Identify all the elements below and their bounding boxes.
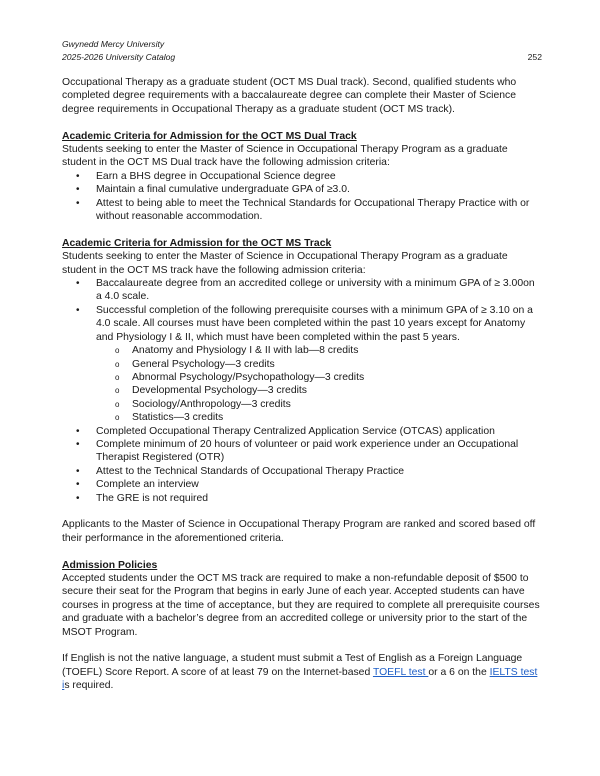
list-item: o Sociology/Anthropology—3 credits	[115, 398, 542, 411]
list-item: o Developmental Psychology—3 credits	[115, 384, 542, 397]
list-item: • Complete minimum of 20 hours of volunteer or paid work experience under an Occupational Therapist Registered (OTR)	[62, 438, 542, 465]
dual-track-heading: Academic Criteria for Admission for the OCT MS Dual Track	[62, 130, 357, 142]
list-item: • Maintain a final cumulative undergraduate GPA of ≥3.0.	[62, 183, 542, 196]
english-text-middle: or a 6 on the	[428, 666, 490, 678]
admission-policies-paragraph: Accepted students under the OCT MS track are required to make a non-refundable deposit of $500 to secure their seat for the Program that begins in early June of each year. Accepted students can have courses in progress at the time of acceptance, but they are required to complete all prerequisite courses and graduate with a bachelor’s degree from an accredited college or university prior to the start of the MSOT Program.	[62, 572, 540, 638]
intro-paragraph: Occupational Therapy as a graduate student (OCT MS Dual track). Second, qualified students who completed degree requirements with a baccalaureate degree can complete their Master of Science degree requirements in Occupational Therapy as a graduate student (OCT MS track).	[62, 77, 517, 115]
ielts-test-link[interactable]: IELTS test i	[62, 666, 538, 692]
page-body	[62, 76, 542, 693]
list-item: • Completed Occupational Therapy Centralized Application Service (OTCAS) application	[62, 425, 542, 438]
english-requirement-paragraph	[62, 652, 542, 692]
catalog-title: 2025-2026 University Catalog	[62, 52, 176, 62]
list-item: • Attest to the Technical Standards of Occupational Therapy Practice	[62, 465, 542, 478]
ms-track-heading: Academic Criteria for Admission for the OCT MS Track	[62, 237, 332, 249]
dual-track-criteria-list	[62, 170, 542, 224]
list-item: • Earn a BHS degree in Occupational Science degree	[62, 170, 542, 183]
list-item: • The GRE is not required	[62, 492, 542, 505]
page-number: 252	[527, 52, 542, 62]
dual-track-lead: Students seeking to enter the Master of Science in Occupational Therapy Program as a graduate student in the OCT MS Dual track have the following admission criteria:	[62, 144, 508, 169]
list-item: • Complete an interview	[62, 478, 542, 491]
prerequisite-intro: Successful completion of the following prerequisite courses with a minimum GPA of ≥ 3.10 on a 4.0 scale. All courses must have been completed within the past 10 years except for Anatomy and Physiology I & II, which must have been completed within the past 5 years.	[96, 304, 533, 343]
list-item: o Statistics—3 credits	[115, 411, 542, 424]
list-item	[62, 304, 542, 425]
page-header	[62, 38, 542, 64]
ranking-paragraph: Applicants to the Master of Science in Occupational Therapy Program are ranked and scored based off their performance in the aforementioned criteria.	[62, 519, 536, 544]
toefl-test-link[interactable]: TOEFL test	[372, 666, 429, 678]
ms-track-criteria-list	[62, 277, 542, 505]
institution-name: Gwynedd Mercy University	[62, 39, 165, 49]
admission-policies-heading: Admission Policies	[62, 559, 158, 571]
english-text-before: If English is not the native language, a student must submit a Test of English as a Foreign Language (TOEFL) Score Report. A score of at least 79 on the Internet-based	[62, 653, 523, 678]
list-item: o General Psychology—3 credits	[115, 358, 542, 371]
list-item: o Abnormal Psychology/Psychopathology—3 credits	[115, 371, 542, 384]
prerequisite-list	[115, 344, 542, 424]
list-item: o Anatomy and Physiology I & II with lab—8 credits	[115, 344, 542, 357]
ms-track-lead: Students seeking to enter the Master of Science in Occupational Therapy Program as a graduate student in the OCT MS track have the following admission criteria:	[62, 251, 508, 276]
list-item: • Baccalaureate degree from an accredited college or university with a minimum GPA of ≥ 3.00on a 4.0 scale.	[62, 277, 542, 304]
english-text-after: s required.	[64, 680, 114, 692]
list-item: • Attest to being able to meet the Technical Standards for Occupational Therapy Practice with or without reasonable accommodation.	[62, 197, 542, 224]
